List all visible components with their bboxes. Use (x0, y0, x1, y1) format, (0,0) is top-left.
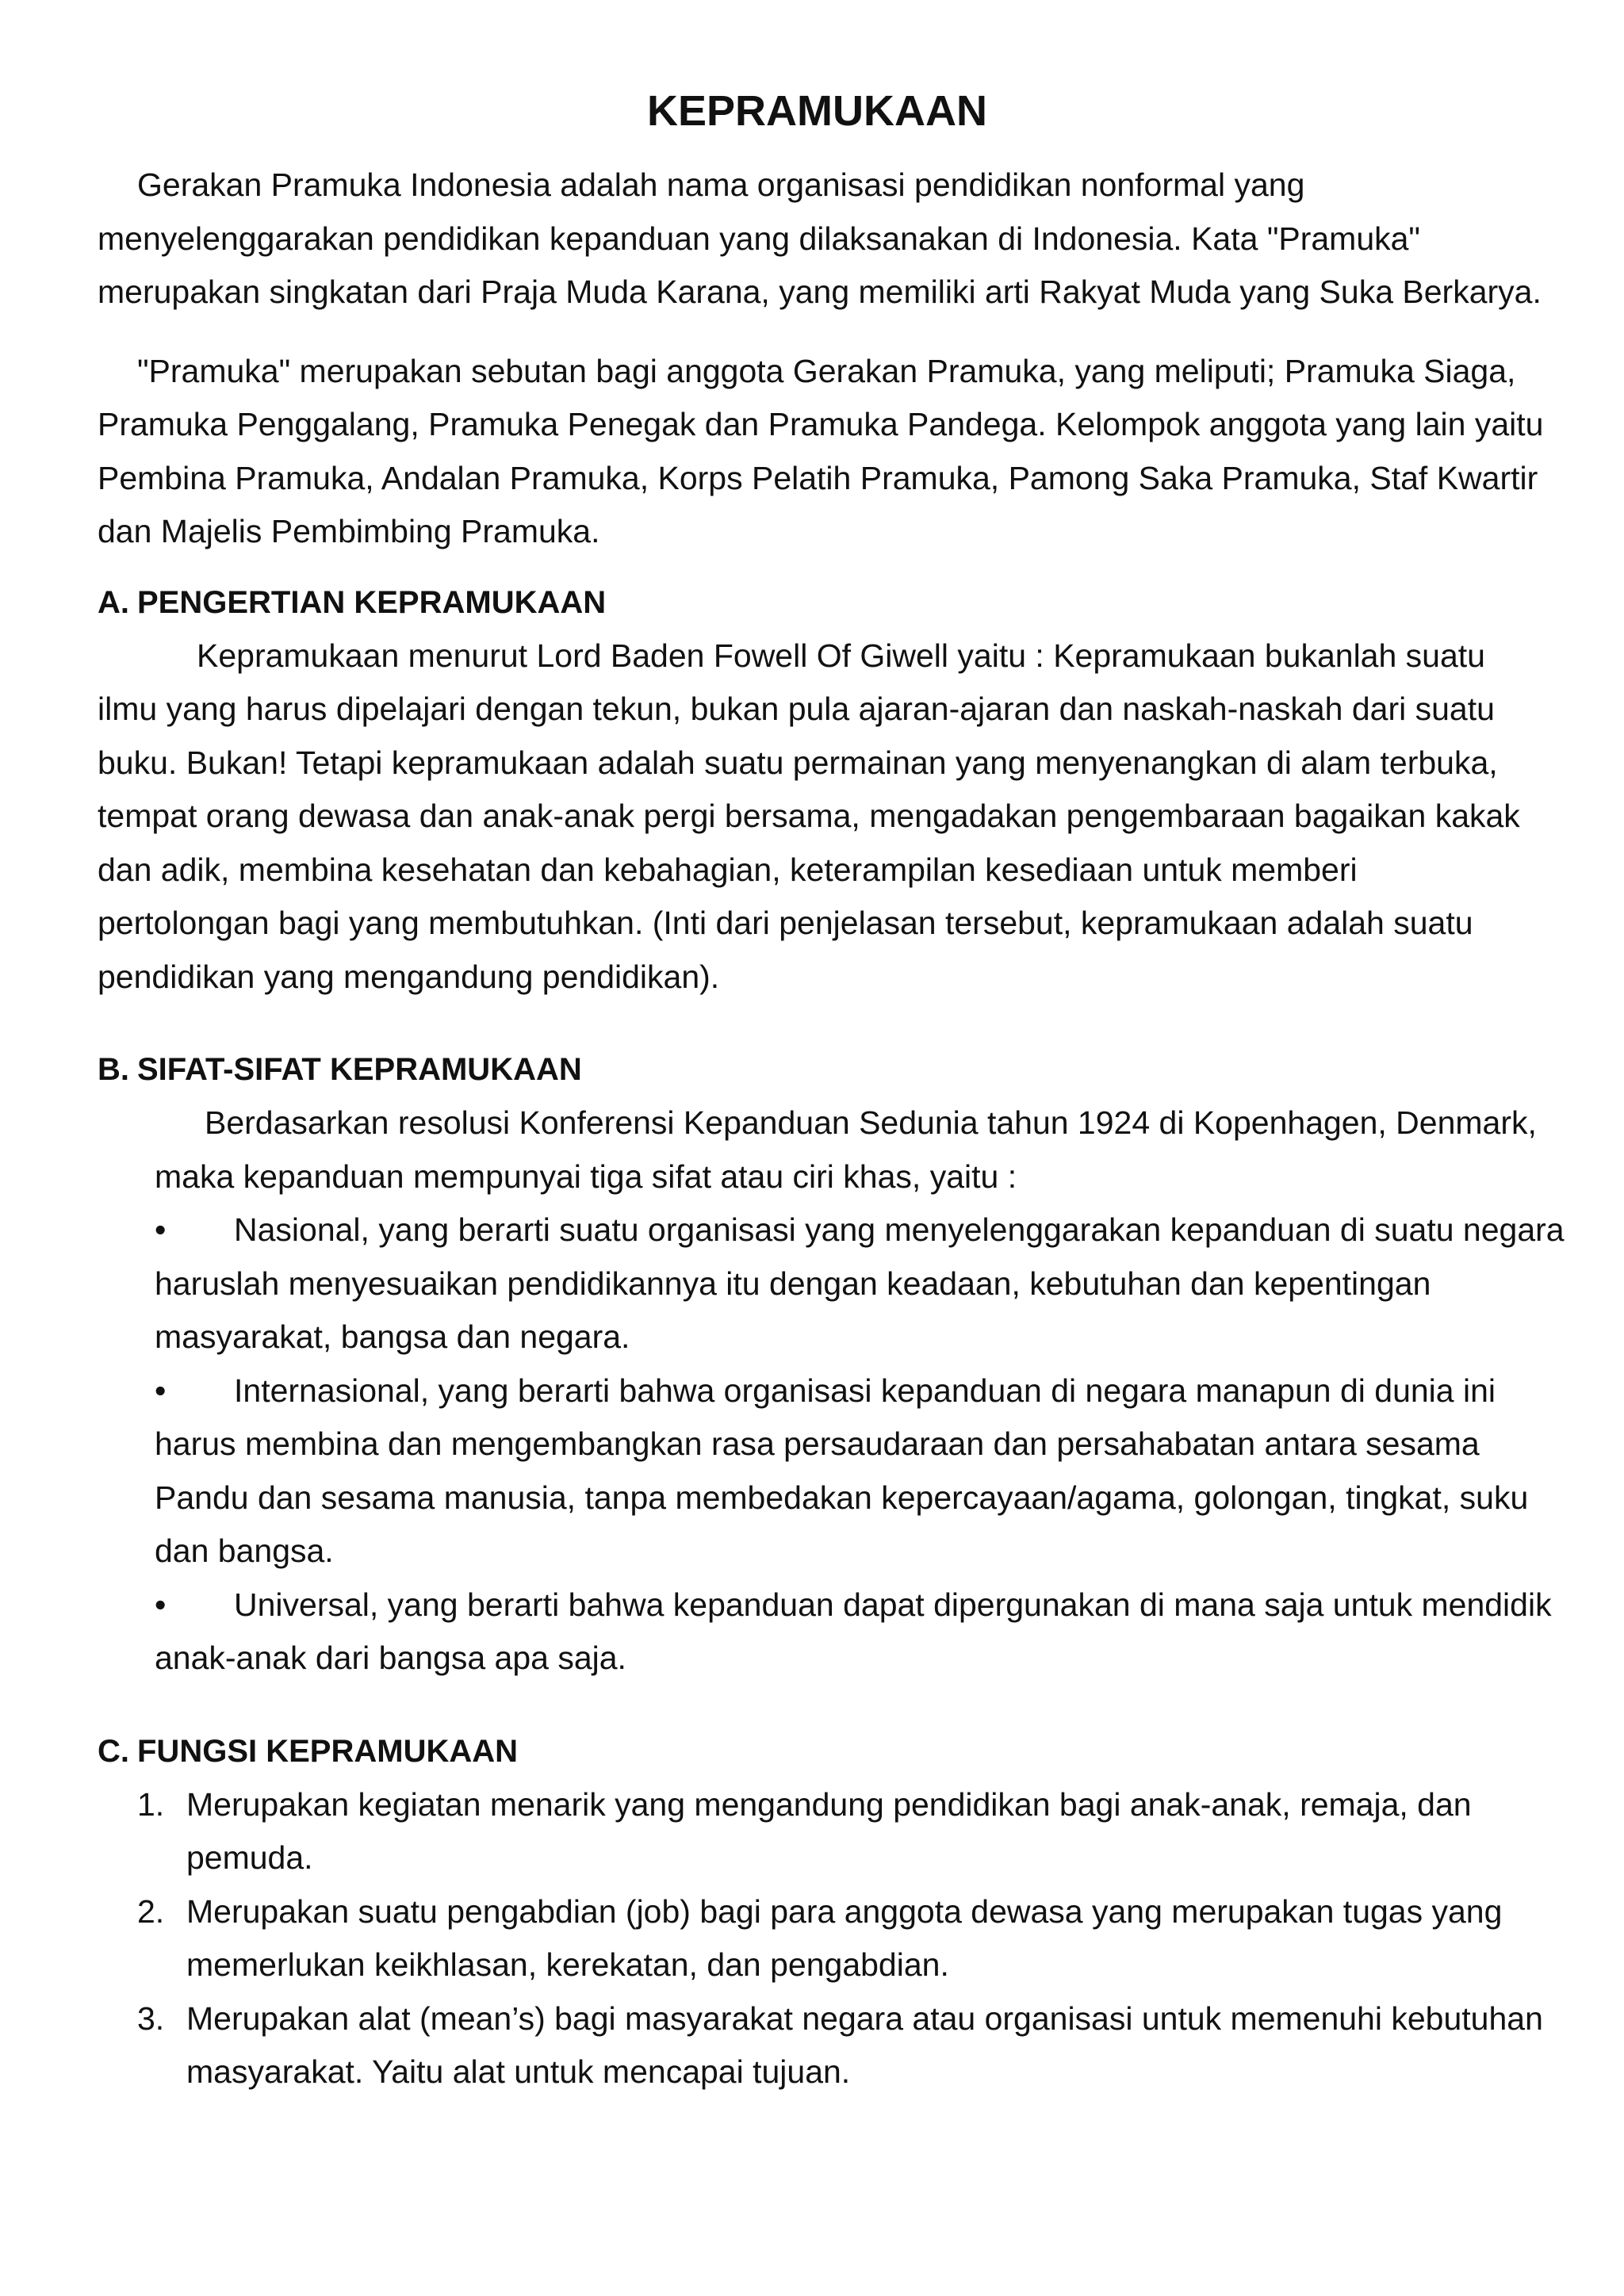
section-a-body: Kepramukaan menurut Lord Baden Fowell Of Giwell yaitu : Kepramukaan bukanlah suatu ilmu yang harus dipelajari dengan tekun, bukan pula ajaran-ajaran dan naskah-naskah dari suatu buku. Bukan! Tetapi kepramukaan adalah suatu permainan yang menyenangkan di alam terbuka, tempat orang dewasa dan anak-anak pergi bersama, mengadakan pengembaraan bagaikan kakak dan adik, membina kesehatan dan kebahagian, keterampilan kesediaan untuk memberi pertolongan bagi yang membutuhkan. (Inti dari penjelasan tersebut, kepramukaan adalah suatu pendidikan yang mengandung pendidikan). (98, 637, 1520, 995)
list-item-text: Merupakan suatu pengabdian (job) bagi para anggota dewasa yang merupakan tugas yang memerlukan keikhlasan, kerekatan, dan pengabdian. (186, 1892, 1503, 1983)
list-item-number: 1. (137, 1785, 165, 1823)
function-list (137, 1778, 1576, 2099)
section-c-heading (98, 1725, 1576, 1778)
bullet-marker: • (155, 1586, 167, 1623)
section-c-title: FUNGSI KEPRAMUKAAN (137, 1733, 518, 1769)
section-c-letter: C. (98, 1733, 129, 1769)
section-a (98, 576, 1576, 1004)
section-b-heading (98, 1043, 1576, 1096)
section-spacer (98, 1004, 1576, 1043)
intro-paragraph-1: Gerakan Pramuka Indonesia adalah nama organisasi pendidikan nonformal yang menyelenggarakan pendidikan kepanduan yang dilaksanakan di Indonesia. Kata "Pramuka" merupakan singkatan dari Praja Muda Karana, yang memiliki arti Rakyat Muda yang Suka Berkarya. (98, 166, 1542, 310)
section-b-body (155, 1096, 1574, 1686)
section-c (98, 1725, 1576, 2099)
document-title: KEPRAMUKAAN (647, 87, 987, 135)
section-b (98, 1043, 1576, 1686)
bullet-text: Universal, yang berarti bahwa kepanduan dapat dipergunakan di mana saja untuk mendidik anak-anak dari bangsa apa saja. (155, 1586, 1552, 1676)
intro-paragraph-2: "Pramuka" merupakan sebutan bagi anggota Gerakan Pramuka, yang meliputi; Pramuka Siaga, Pramuka Penggalang, Pramuka Penegak dan Pramuka Pandega. Kelompok anggota yang lain yaitu Pembina Pramuka, Andalan Pramuka, Korps Pelatih Pramuka, Pamong Saka Pramuka, Staf Kwartir dan Majelis Pembimbing Pramuka. (98, 352, 1544, 549)
list-item (137, 1778, 1576, 1885)
section-b-letter: B. (98, 1052, 129, 1087)
bullet-marker: • (155, 1211, 167, 1248)
section-b-title: SIFAT-SIFAT KEPRAMUKAAN (137, 1052, 582, 1087)
list-item-text: Merupakan kegiatan menarik yang mengandung pendidikan bagi anak-anak, remaja, dan pemuda. (186, 1785, 1472, 1876)
bullet-marker: • (155, 1372, 167, 1409)
section-a-title: PENGERTIAN KEPRAMUKAAN (137, 584, 607, 620)
list-item-text: Merupakan alat (mean’s) bagi masyarakat negara atau organisasi untuk memenuhi kebutuhan masyarakat. Yaitu alat untuk mencapai tujuan. (186, 1999, 1543, 2090)
bullet-text: Nasional, yang berarti suatu organisasi yang menyelenggarakan kepanduan di suatu negara haruslah menyesuaikan pendidikannya itu dengan keadaan, kebutuhan dan kepentingan masyarakat, bangsa dan negara. (155, 1211, 1565, 1355)
section-a-letter: A. (98, 584, 129, 620)
list-item-number: 2. (137, 1892, 165, 1930)
section-spacer (98, 1686, 1576, 1725)
bullet-item-nasional (155, 1203, 1574, 1364)
list-item-number: 3. (137, 1999, 165, 2037)
section-a-heading (98, 576, 1576, 629)
section-b-intro: Berdasarkan resolusi Konferensi Kepanduan Sedunia tahun 1924 di Kopenhagen, Denmark, maka kepanduan mempunyai tiga sifat atau ciri khas, yaitu : (155, 1104, 1537, 1195)
list-item (137, 1992, 1576, 2099)
list-item (137, 1885, 1576, 1992)
bullet-item-universal (155, 1578, 1574, 1686)
bullet-item-internasional (155, 1364, 1574, 1578)
bullet-text: Internasional, yang berarti bahwa organisasi kepanduan di negara manapun di dunia ini harus membina dan mengembangkan rasa persaudaraan dan persahabatan antara sesama Pandu dan sesama manusia, tanpa membedakan kepercayaan/agama, golongan, tingkat, suku dan bangsa. (155, 1372, 1529, 1569)
